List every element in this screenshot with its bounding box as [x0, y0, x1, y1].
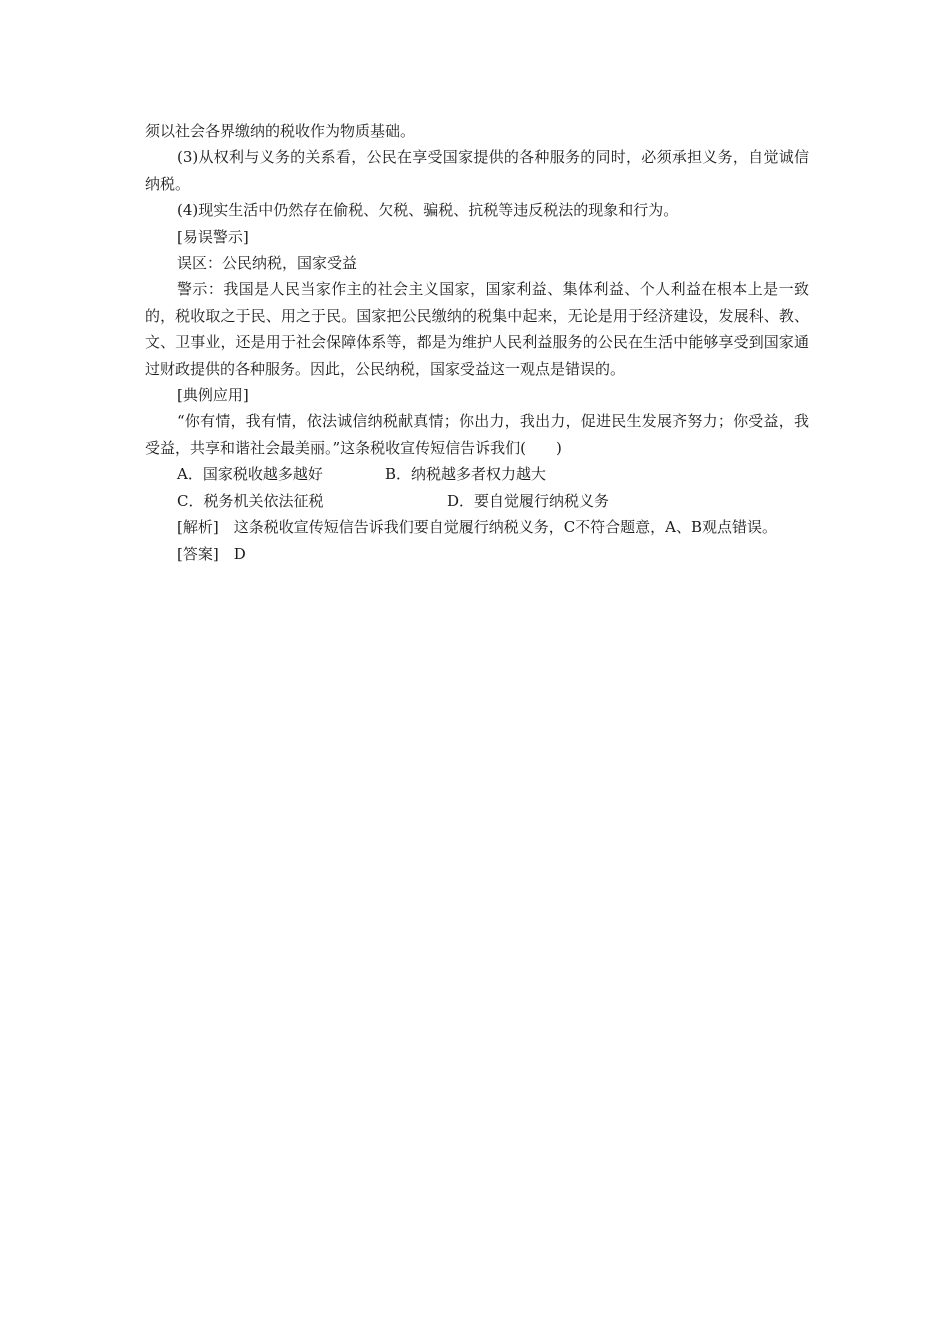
warning-heading: [易误警示] [177, 227, 249, 246]
paragraph-tax-basis: 须以社会各界缴纳的税收作为物质基础。 [145, 122, 416, 140]
options-row-1 [145, 461, 809, 487]
option-c: C．税务机关依法征税 [177, 491, 324, 510]
option-b: B．纳税越多者权力越大 [385, 465, 547, 484]
answer-text: [答案] D [177, 544, 246, 563]
analysis-text: [解析] 这条税收宣传短信告诉我们要自觉履行纳税义务，C不符合题意，A、B观点错误。 [177, 518, 778, 537]
paragraph-rights-duties: (3)从权利与义务的关系看，公民在享受国家提供的各种服务的同时，必须承担义务，自觉诚信纳税。 [145, 148, 809, 193]
paragraph-tax-violations: (4)现实生活中仍然存在偷税、欠税、骗税、抗税等违反税法的现象和行为。 [177, 201, 679, 220]
option-d: D．要自觉履行纳税义务 [447, 491, 610, 510]
question-text: “你有情，我有情，依法诚信纳税献真情；你出力，我出力，促进民生发展齐努力；你受益，我受益，共享和谐社会最美丽。”这条税收宣传短信告诉我们( ) [145, 412, 809, 457]
misconception-text: 误区：公民纳税，国家受益 [177, 254, 358, 273]
example-heading: [典例应用] [177, 386, 249, 405]
option-a: A．国家税收越多越好 [177, 465, 323, 484]
options-row-2 [145, 488, 809, 514]
warning-text: 警示：我国是人民当家作主的社会主义国家，国家利益、集体利益、个人利益在根本上是一致的，税收取之于民、用之于民。国家把公民缴纳的税集中起来，无论是用于经济建设，发展科、教、文、卫事业，还是用于社会保障体系等，都是为维护人民利益服务的公民在生活中能够享受到国家通过财政提供的各种服务。因此，公民纳税，国家受益这一观点是错误的。 [145, 280, 809, 378]
document-body [145, 118, 809, 567]
